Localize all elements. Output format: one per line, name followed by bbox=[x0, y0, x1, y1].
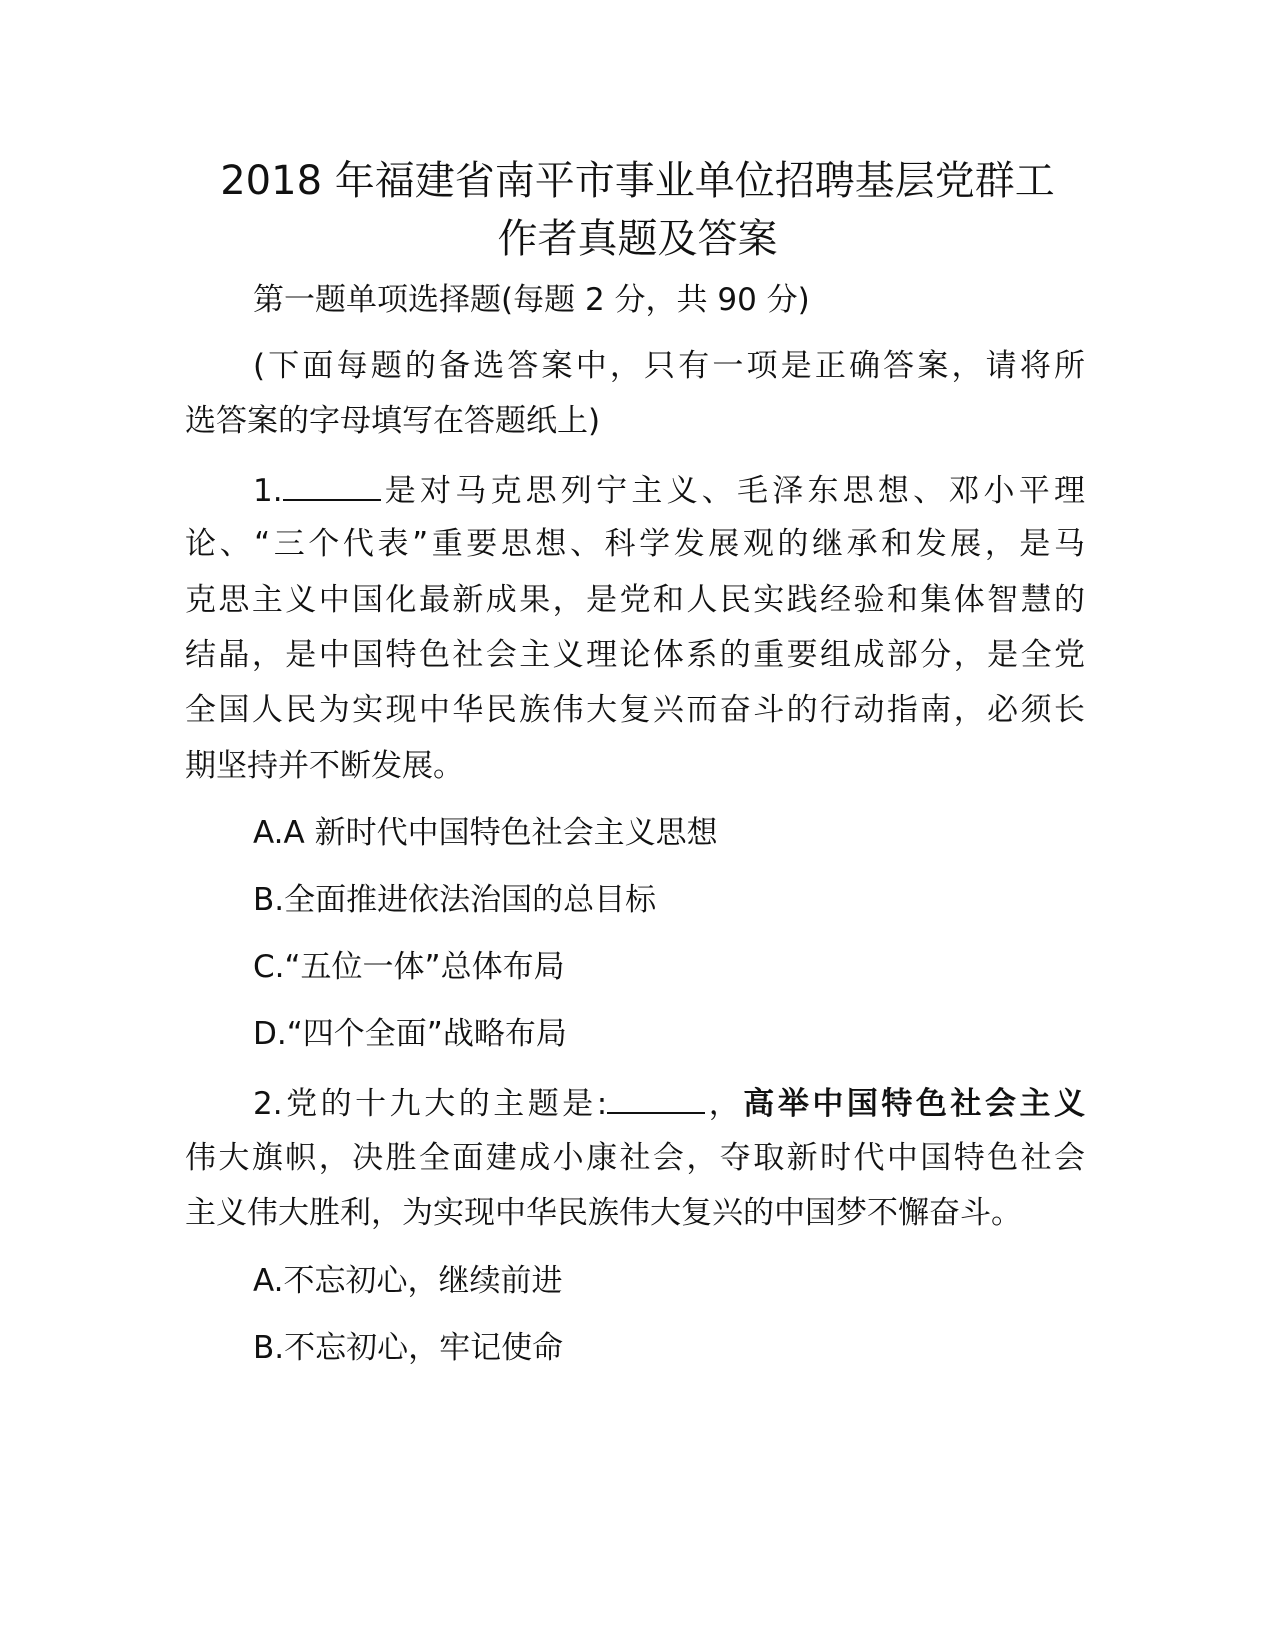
question-2-separator: ， bbox=[705, 1086, 744, 1122]
instruction-line-2: 选答案的字母填写在答题纸上) bbox=[185, 403, 601, 439]
question-1-option-a: A.A 新时代中国特色社会主义思想 bbox=[253, 815, 718, 851]
question-2-option-a: A.不忘初心，继续前进 bbox=[253, 1263, 563, 1299]
question-1-number: 1. bbox=[253, 473, 283, 509]
question-2-bold-text: 高举中国特色社会主义 bbox=[743, 1086, 1085, 1122]
question-1-line-3: 克思主义中国化最新成果，是党和人民实践经验和集体智慧的 bbox=[185, 582, 1085, 618]
section-heading: 第一题单项选择题(每题 2 分，共 90 分) bbox=[253, 282, 810, 318]
question-2-line-2: 伟大旗帜，决胜全面建成小康社会，夺取新时代中国特色社会 bbox=[185, 1140, 1085, 1176]
question-2-line-3: 主义伟大胜利，为实现中华民族伟大复兴的中国梦不懈奋斗。 bbox=[185, 1195, 1022, 1231]
question-1-answer-blank bbox=[283, 469, 381, 501]
question-1-line-2: 论、“三个代表”重要思想、科学发展观的继承和发展，是马 bbox=[185, 526, 1085, 562]
document-title bbox=[150, 152, 1125, 268]
title-line-2: 作者真题及答案 bbox=[497, 216, 778, 262]
question-1-text-start: 是对马克思列宁主义、毛泽东思想、邓小平理 bbox=[380, 473, 1085, 509]
question-2-line-1 bbox=[185, 1082, 1085, 1124]
question-1-line-1 bbox=[185, 469, 1085, 511]
question-1-line-5: 全国人民为实现中华民族伟大复兴而奋斗的行动指南，必须长 bbox=[185, 692, 1085, 728]
instruction-line-1: (下面每题的备选答案中，只有一项是正确答案，请将所 bbox=[253, 348, 1085, 384]
question-1-line-6: 期坚持并不断发展。 bbox=[185, 748, 464, 784]
title-line-1: 2018 年福建省南平市事业单位招聘基层党群工 bbox=[220, 158, 1055, 204]
question-1-option-c: C.“五位一体”总体布局 bbox=[253, 949, 565, 985]
question-1-option-b: B.全面推进依法治国的总目标 bbox=[253, 882, 657, 918]
question-2-option-b: B.不忘初心，牢记使命 bbox=[253, 1330, 564, 1366]
question-2-answer-blank bbox=[607, 1082, 705, 1114]
question-2-prefix: 2.党的十九大的主题是: bbox=[253, 1086, 608, 1122]
question-1-line-4: 结晶，是中国特色社会主义理论体系的重要组成部分，是全党 bbox=[185, 637, 1085, 673]
question-1-option-d: D.“四个全面”战略布局 bbox=[253, 1016, 567, 1052]
